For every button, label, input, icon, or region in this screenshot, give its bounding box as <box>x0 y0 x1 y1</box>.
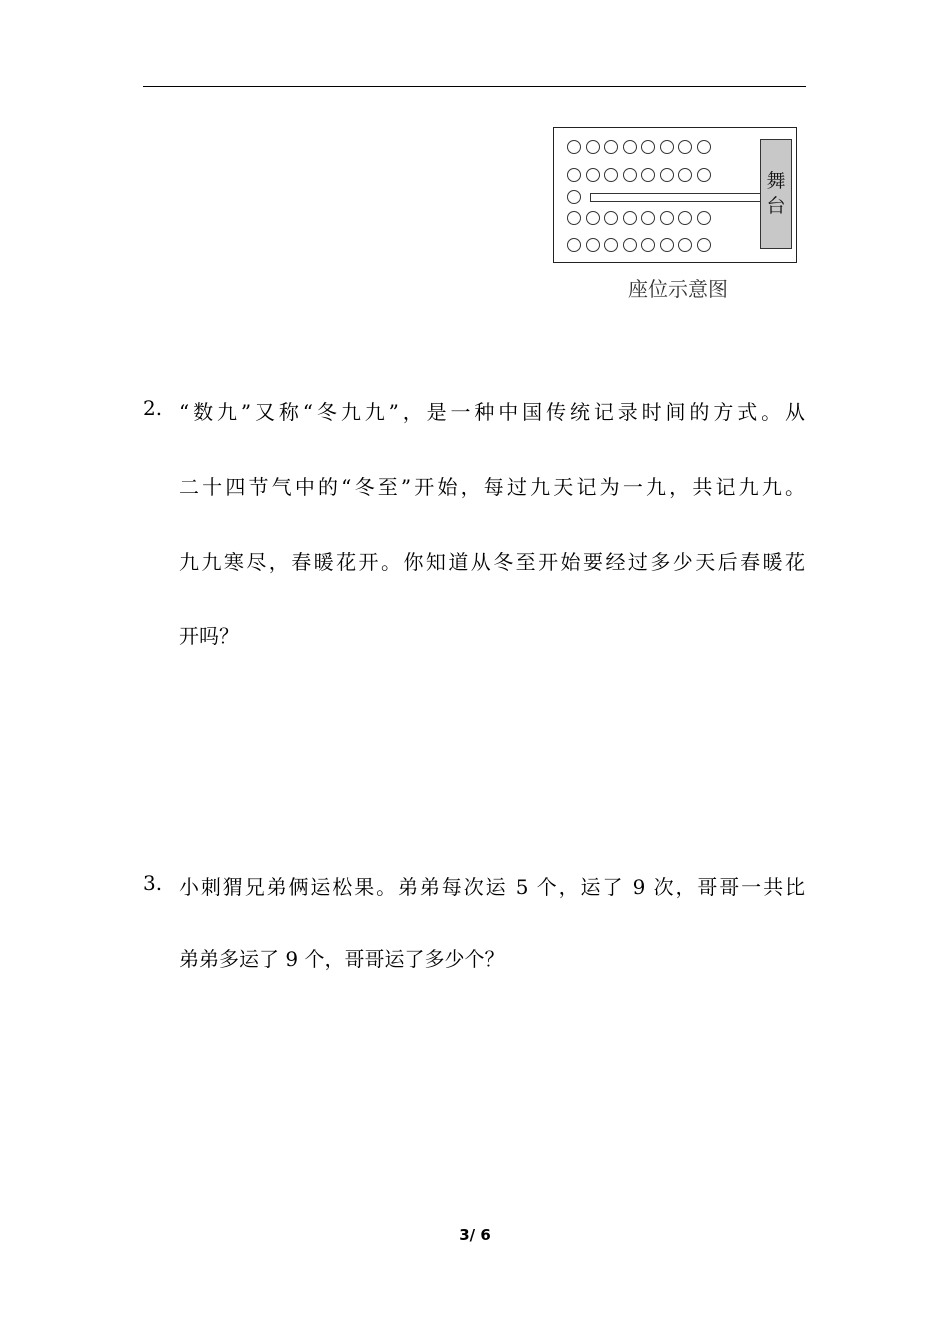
seat <box>660 168 674 182</box>
seat <box>697 140 711 154</box>
stage-label: 舞 <box>766 170 786 192</box>
seat-row <box>567 190 581 206</box>
question-number: 2. <box>143 396 163 420</box>
seat <box>604 238 618 252</box>
seat <box>567 140 581 154</box>
seat <box>697 168 711 182</box>
seat-row <box>567 211 711 227</box>
aisle <box>590 193 762 202</box>
seat <box>697 238 711 252</box>
seat <box>567 211 581 225</box>
question-text-line: “数九”又称“冬九九”，是一种中国传统记录时间的方式。从 <box>179 400 805 424</box>
seat <box>586 211 600 225</box>
seat <box>604 168 618 182</box>
question-text-line: 开吗？ <box>179 624 239 648</box>
seat <box>660 140 674 154</box>
seat <box>604 140 618 154</box>
seat <box>567 168 581 182</box>
seat <box>586 238 600 252</box>
question-text-line: 二十四节气中的“冬至”开始，每过九天记为一九，共记九九。 <box>179 475 805 499</box>
question-text-line: 九九寒尽，春暖花开。你知道从冬至开始要经过多少天后春暖花 <box>179 550 805 574</box>
seat <box>567 190 581 204</box>
question-number: 3. <box>143 871 163 895</box>
seat <box>604 211 618 225</box>
question-text-line: 弟弟多运了 9 个，哥哥运了多少个？ <box>179 947 505 971</box>
seat <box>586 168 600 182</box>
seating-diagram <box>553 127 798 264</box>
figure-caption: 座位示意图 <box>628 277 728 301</box>
seat <box>641 140 655 154</box>
seat <box>623 211 637 225</box>
seat <box>641 168 655 182</box>
seat <box>678 238 692 252</box>
seat <box>623 168 637 182</box>
seat <box>678 211 692 225</box>
seat <box>678 168 692 182</box>
stage <box>760 139 792 249</box>
seat <box>586 140 600 154</box>
seat <box>641 238 655 252</box>
page-number: 3/ 6 <box>459 1226 491 1244</box>
seat <box>678 140 692 154</box>
seat <box>623 238 637 252</box>
seat-row <box>567 168 711 184</box>
seat-row <box>567 238 711 254</box>
seat-row <box>567 140 711 156</box>
header-rule <box>143 86 806 87</box>
seat <box>623 140 637 154</box>
question-text-line: 小刺猬兄弟俩运松果。弟弟每次运 5 个，运了 9 次，哥哥一共比 <box>179 875 805 899</box>
seat <box>660 238 674 252</box>
seat <box>641 211 655 225</box>
seat <box>567 238 581 252</box>
stage-label: 台 <box>766 195 786 217</box>
seat <box>697 211 711 225</box>
auditorium-frame <box>553 127 797 263</box>
seat <box>660 211 674 225</box>
